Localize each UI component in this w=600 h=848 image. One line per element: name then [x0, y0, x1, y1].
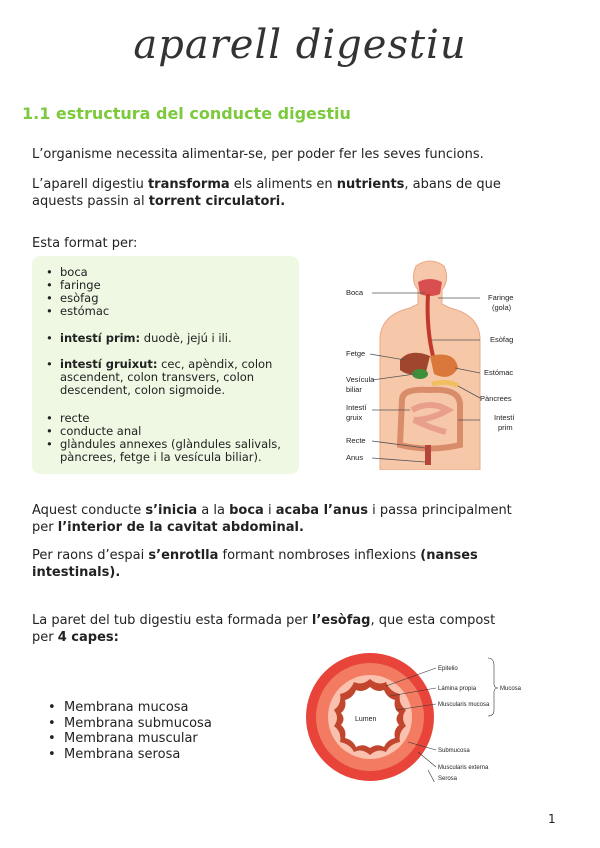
list-item: • boca [46, 266, 109, 279]
label-esofag: Esòfag [490, 335, 514, 344]
page-title: aparell digestiu [133, 22, 467, 68]
page-number: 1 [548, 812, 556, 826]
label-prim: prim [498, 423, 513, 432]
label-biliar: biliar [346, 385, 362, 394]
parts-list-lower [46, 412, 286, 464]
paragraph-list-intro: Esta format per: [32, 236, 138, 251]
label-muscularis-externa: Muscularis externa [438, 765, 489, 771]
label-pancrees: Pàncrees [480, 394, 512, 403]
label-intesti-prim: Intestí [494, 413, 515, 422]
label-submucosa: Submucosa [438, 748, 470, 754]
list-item: • glàndules annexes (glàndules salivals, pàncrees, fetge i la vesícula biliar). [46, 438, 286, 464]
list-item: • intestí gruixut: cec, apèndix, colon ascendent, colon transvers, colon descendent, colon sigmoide. [46, 358, 276, 397]
list-item: • Membrana muscular [48, 731, 212, 747]
label-vesicula: Vesícula [346, 375, 375, 384]
label-intesti-gruix: Intestí [346, 403, 367, 412]
label-gola: (gola) [492, 303, 512, 312]
list-item: • Membrana submucosa [48, 716, 212, 732]
parts-list-large-intestine [46, 358, 276, 397]
list-item: • estómac [46, 305, 109, 318]
digestive-system-figure [330, 260, 530, 470]
list-item: • conducte anal [46, 425, 286, 438]
layers-list [48, 700, 212, 762]
list-item: • faringe [46, 279, 109, 292]
label-gruix: gruix [346, 413, 363, 422]
label-lumen: Lumen [355, 716, 377, 723]
label-recte: Recte [346, 436, 366, 445]
section-heading: 1.1 estructura del conducte digestiu [22, 104, 351, 123]
paragraph-function: L’aparell digestiu transforma els aliments en nutrients, abans de que aquests passin al torrent circulatori. [32, 177, 501, 209]
label-mucosa: Mucosa [500, 686, 522, 692]
paragraph-path: Aquest conducte s’inicia a la boca i acaba l’anus i passa principalment per l’interior de la cavitat abdominal. [32, 503, 512, 535]
paragraph-loops: Per raons d’espai s’enrotlla formant nombroses inflexions (nanses intestinals). [32, 548, 478, 580]
parts-list-small-intestine [46, 332, 232, 345]
label-muscularis-mucosa: Muscularis mucosa [438, 702, 490, 708]
label-anus: Anus [346, 453, 364, 462]
paragraph-intro: L’organisme necessita alimentar-se, per poder fer les seves funcions. [32, 147, 484, 162]
list-item: • esòfag [46, 292, 109, 305]
label-fetge: Fetge [346, 349, 366, 358]
label-lamina-propia: Lámina propia [438, 686, 477, 692]
parts-list-upper [46, 266, 109, 318]
label-boca: Boca [346, 288, 364, 297]
label-estomac: Estómac [484, 368, 514, 377]
paragraph-wall: La paret del tub digestiu esta formada per l’esòfag, que esta compost per 4 capes: [32, 613, 496, 645]
label-serosa: Serosa [438, 776, 458, 782]
list-item: • intestí prim: duodè, jejú i ili. [46, 332, 232, 345]
list-item: • recte [46, 412, 286, 425]
label-epitelio: Epitelio [438, 666, 458, 672]
label-faringe: Faringe [488, 293, 514, 302]
list-item: • Membrana mucosa [48, 700, 212, 716]
list-item: • Membrana serosa [48, 747, 212, 763]
tube-wall-figure [300, 652, 540, 782]
